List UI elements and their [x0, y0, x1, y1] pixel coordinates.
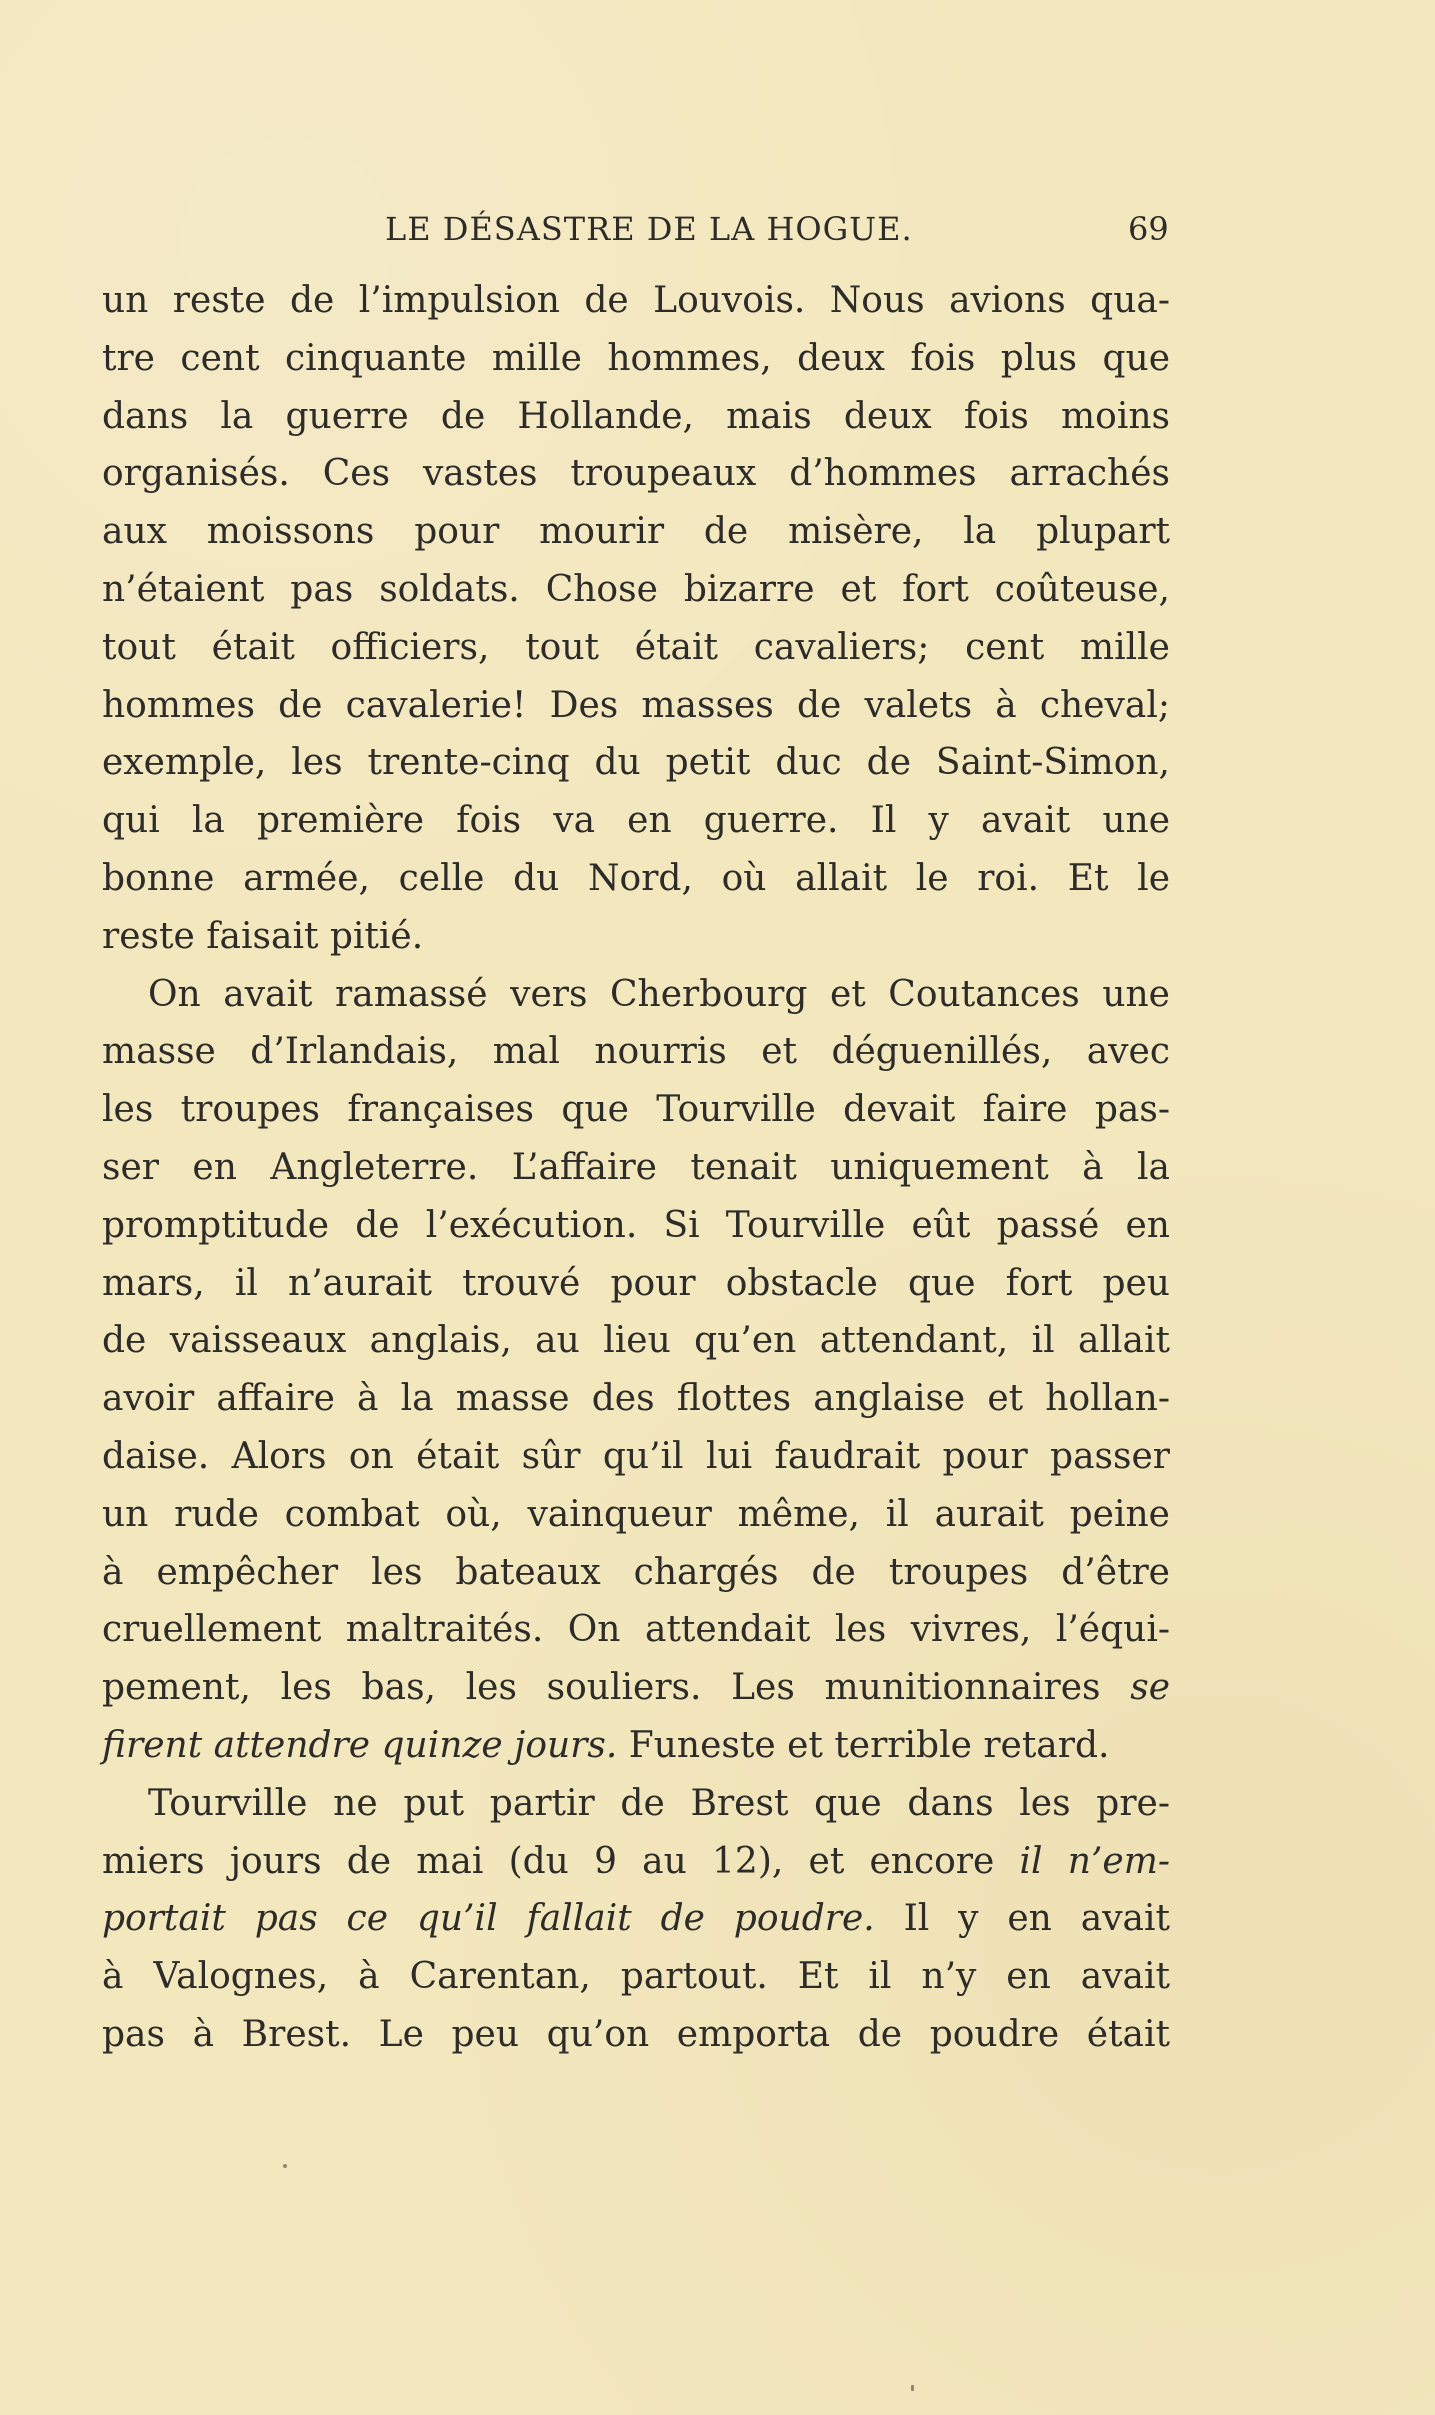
italic-segment: se [1130, 1667, 1170, 1709]
paper-speck [283, 2164, 287, 2168]
text-line [102, 619, 1170, 677]
text-segment: de vaisseaux anglais, au lieu qu’en attendant, il allait [102, 1320, 1170, 1362]
text-segment: dans la guerre de Hollande, mais deux fois moins [102, 395, 1170, 437]
text-segment: qui la première fois va en guerre. Il y avait une [102, 800, 1170, 842]
text-segment: On avait ramassé vers Cherbourg et Coutances une [148, 973, 1170, 1015]
text-line [102, 503, 1170, 561]
text-line [102, 445, 1170, 503]
text-segment: ser en Angleterre. L’affaire tenait uniquement à la [102, 1146, 1170, 1188]
text-line [102, 1833, 1170, 1891]
running-title: LE DÉSASTRE DE LA HOGUE. [385, 210, 913, 248]
text-line [102, 1197, 1170, 1255]
text-line [102, 1312, 1170, 1370]
text-line [102, 1544, 1170, 1602]
text-segment: daise. Alors on était sûr qu’il lui faudrait pour passer [102, 1435, 1170, 1477]
italic-segment: firent attendre quinze jours. [102, 1724, 618, 1766]
italic-segment: il n’em- [1019, 1840, 1170, 1882]
text-line [102, 1601, 1170, 1659]
text-segment: tout était officiers, tout était cavaliers; cent mille [102, 626, 1170, 668]
body-text [102, 272, 1170, 2064]
text-segment: pas à Brest. Le peu qu’on emporta de poudre était [102, 2013, 1170, 2055]
text-line [102, 1139, 1170, 1197]
text-segment: un reste de l’impulsion de Louvois. Nous avions qua- [102, 280, 1170, 321]
text-segment: n’étaient pas soldats. Chose bizarre et fort coûteuse, [102, 568, 1170, 610]
text-line [102, 1081, 1170, 1139]
text-line [102, 1659, 1170, 1717]
text-line [102, 388, 1170, 446]
text-line [102, 1255, 1170, 1313]
text-line [102, 1775, 1170, 1833]
page-number: 69 [1128, 210, 1169, 248]
text-segment: bonne armée, celle du Nord, où allait le roi. Et le [102, 857, 1170, 899]
text-line [102, 1717, 1170, 1775]
text-line [102, 1890, 1170, 1948]
text-segment: avoir affaire à la masse des flottes anglaise et hollan- [102, 1378, 1170, 1420]
text-segment: les troupes françaises que Tourville devait faire pas- [102, 1089, 1170, 1131]
text-line [102, 792, 1170, 850]
text-segment: Tourville ne put partir de Brest que dans les pre- [148, 1782, 1170, 1824]
text-line [102, 734, 1170, 792]
paper-speck [911, 2385, 914, 2391]
text-segment: masse d’Irlandais, mal nourris et déguenillés, avec [102, 1031, 1170, 1073]
text-segment: hommes de cavalerie! Des masses de valets à cheval; [102, 684, 1170, 726]
text-line [102, 330, 1170, 388]
text-line [102, 2006, 1170, 2064]
text-segment: Il y en avait [874, 1898, 1170, 1940]
text-segment: organisés. Ces vastes troupeaux d’hommes arrachés [102, 453, 1170, 495]
text-segment: un rude combat où, vainqueur même, il aurait peine [102, 1493, 1170, 1535]
text-segment: promptitude de l’exécution. Si Tourville eût passé en [102, 1204, 1170, 1246]
text-segment: aux moissons pour mourir de misère, la plupart [102, 511, 1170, 553]
text-segment: miers jours de mai (du 9 au 12), et encore [102, 1840, 1020, 1882]
italic-segment: portait pas ce qu’il fallait de poudre. [102, 1898, 875, 1940]
text-segment: Funeste et terrible retard. [617, 1724, 1110, 1766]
text-line [102, 1023, 1170, 1081]
text-segment: exemple, les trente-cinq du petit duc de Saint-Simon, [102, 742, 1170, 784]
text-line [102, 677, 1170, 735]
text-line [102, 1948, 1170, 2006]
text-line [102, 966, 1170, 1024]
text-segment: tre cent cinquante mille hommes, deux fois plus que [102, 337, 1170, 379]
text-segment: pement, les bas, les souliers. Les munitionnaires [102, 1667, 1131, 1709]
text-segment: mars, il n’aurait trouvé pour obstacle que fort peu [102, 1262, 1170, 1304]
text-line [102, 850, 1170, 908]
text-line [102, 561, 1170, 619]
text-line [102, 1428, 1170, 1486]
text-segment: reste faisait pitié. [102, 915, 424, 957]
text-segment: cruellement maltraités. On attendait les vivres, l’équi- [102, 1609, 1170, 1651]
text-segment: à Valognes, à Carentan, partout. Et il n’y en avait [102, 1956, 1170, 1998]
text-line [102, 1486, 1170, 1544]
text-line [102, 272, 1170, 330]
text-line [102, 908, 1170, 966]
text-line [102, 1370, 1170, 1428]
text-segment: à empêcher les bateaux chargés de troupes d’être [102, 1551, 1170, 1593]
